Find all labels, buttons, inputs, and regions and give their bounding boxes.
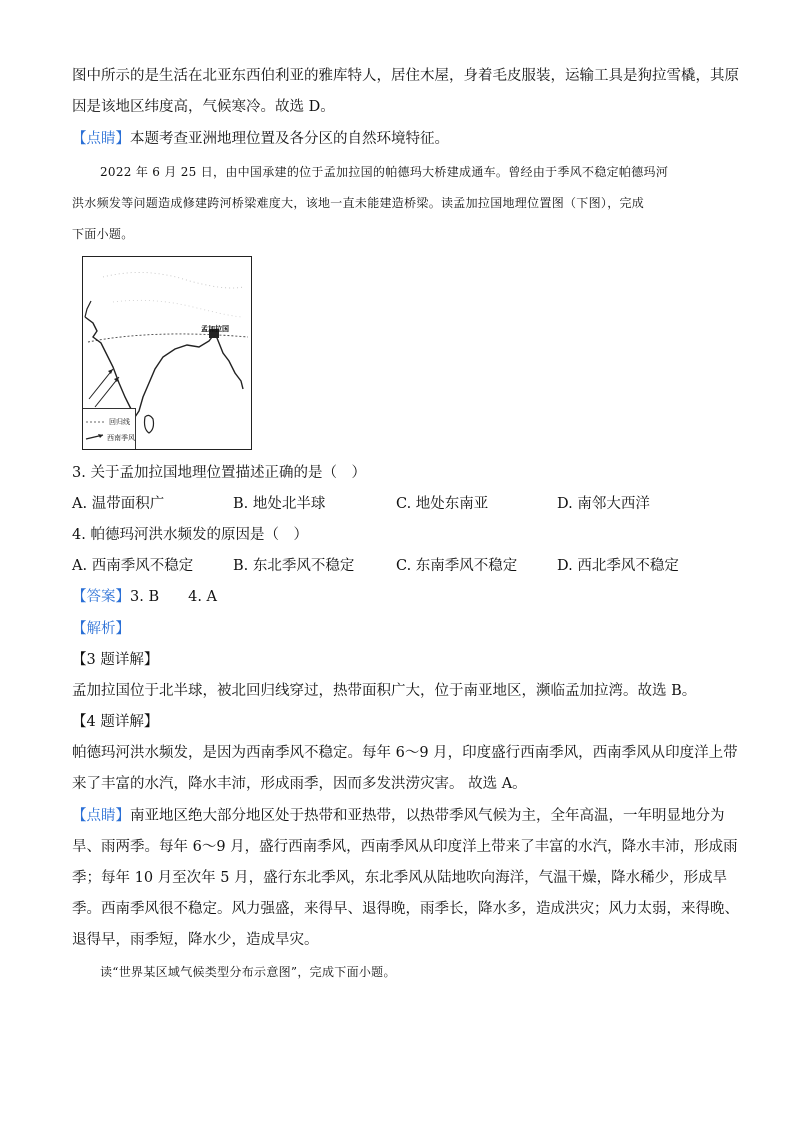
question-3-option-c: C. 地处东南亚 xyxy=(396,496,489,512)
question-4-option-c: C. 东南季风不稳定 xyxy=(396,558,518,574)
point-bracket: 【点睛】 xyxy=(72,131,130,147)
point-2-bracket: 【点睛】 xyxy=(72,808,130,824)
bangladesh-label: 孟加拉国 xyxy=(201,324,229,333)
question-4-detail-line-2: 来了丰富的水汽，降水丰沛，形成雨季，因而多发洪涝灾害。 故选 A。 xyxy=(72,776,527,792)
question-3-option-d: D. 南邻大西洋 xyxy=(557,496,650,512)
legend-tropic-label: 回归线 xyxy=(109,418,130,426)
intro-line-1: 图中所示的是生活在北亚东西伯利亚的雅库特人，居住木屋，身着毛皮服装，运输工具是狗拉雪橇，其原 xyxy=(72,68,739,84)
question-4-option-d: D. 西北季风不稳定 xyxy=(557,558,679,574)
analysis-heading: 【解析】 xyxy=(72,621,130,637)
question-3-detail-heading: 【3 题详解】 xyxy=(72,652,159,668)
point-text: 本题考查亚洲地理位置及各分区的自然环境特征。 xyxy=(130,131,449,147)
point-2-line-4: 季。西南季风很不稳定。风力强盛，来得早、退得晚，雨季长，降水多，造成洪灾；风力太弱，来得晚、 xyxy=(72,901,739,917)
question-4-option-b: B. 东北季风不稳定 xyxy=(233,558,355,574)
question-4-option-a: A. 西南季风不稳定 xyxy=(72,558,194,574)
intro-line-2: 因是该地区纬度高，气候寒冷。故选 D。 xyxy=(72,99,335,115)
point-2-line-5: 退得早，雨季短，降水少，造成旱灾。 xyxy=(72,932,319,948)
answer-line xyxy=(72,587,217,607)
question-4-detail-heading: 【4 题详解】 xyxy=(72,714,159,730)
legend-symbols xyxy=(83,409,135,449)
point-note-2 xyxy=(72,806,725,826)
point-2-line-3: 季；每年 10 月至次年 5 月，盛行东北季风，东北季风从陆地吹向海洋，气温干燥，降水稀少，形成旱 xyxy=(72,870,728,886)
legend-monsoon-label: 西南季风 xyxy=(107,434,135,442)
map-legend xyxy=(83,408,136,449)
answer-bracket: 【答案】 xyxy=(72,589,130,605)
question-3-option-a: A. 温带面积广 xyxy=(72,496,165,512)
question-4-detail-line-1: 帕德玛河洪水频发，是因为西南季风不稳定。每年 6～9 月，印度盛行西南季风，西南季风从印度洋上带 xyxy=(72,745,738,761)
bangladesh-location-map xyxy=(82,256,252,450)
passage-line-3: 下面小题。 xyxy=(72,227,134,241)
passage-line-1: 2022 年 6 月 25 日，由中国承建的位于孟加拉国的帕德玛大桥建成通车。曾经由于季风不稳定帕德玛河 xyxy=(100,165,669,179)
point-2-line-1: 南亚地区绝大部分地区处于热带和亚热带，以热带季风气候为主，全年高温，一年明显地分为 xyxy=(130,808,725,824)
point-2-line-2: 旱、雨两季。每年 6～9 月，盛行西南季风，西南季风从印度洋上带来了丰富的水汽，降水丰沛，形成雨 xyxy=(72,839,738,855)
question-3-stem: 3. 关于孟加拉国地理位置描述正确的是（ ） xyxy=(72,465,366,481)
point-note-1 xyxy=(72,129,449,149)
question-3-detail-text: 孟加拉国位于北半球，被北回归线穿过，热带面积广大，位于南亚地区，濒临孟加拉湾。故选 B。 xyxy=(72,683,697,699)
question-3-option-b: B. 地处北半球 xyxy=(233,496,326,512)
passage-line-2: 洪水频发等问题造成修建跨河桥梁难度大，该地一直未能建造桥梁。读孟加拉国地理位置图（下图），完成 xyxy=(72,196,645,210)
answer-text: 3. B 4. A xyxy=(130,589,218,605)
question-4-stem: 4. 帕德玛河洪水频发的原因是（ ） xyxy=(72,527,308,543)
final-instruction: 读“世界某区域气候类型分布示意图”，完成下面小题。 xyxy=(100,965,396,979)
